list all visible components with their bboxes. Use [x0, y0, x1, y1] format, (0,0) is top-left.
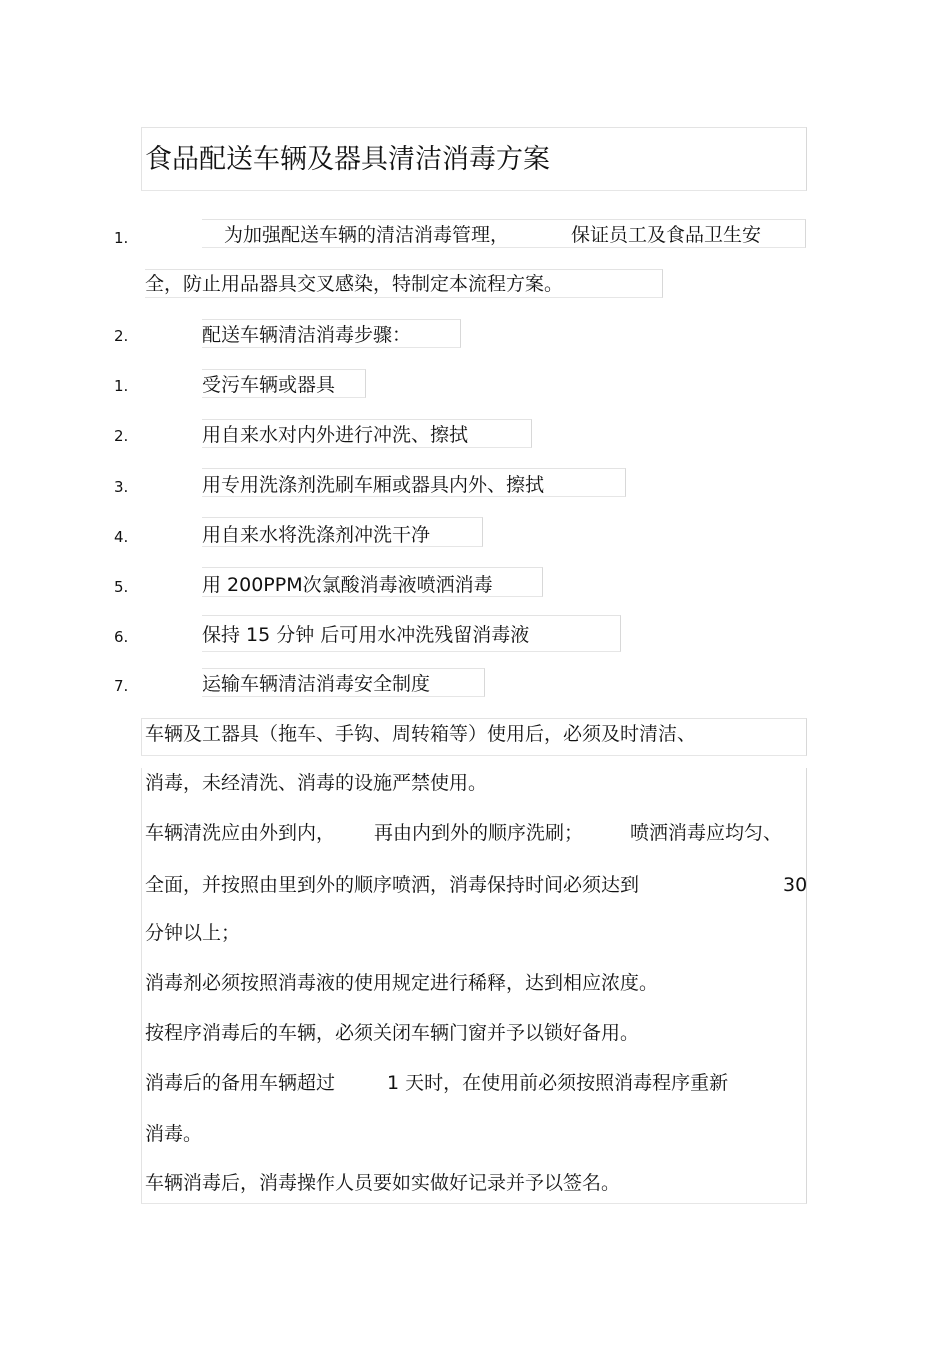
rule-text: 车辆及工器具（拖车、手钩、周转箱等）使用后，必须及时清洁、 — [145, 723, 697, 745]
rule-text: 按程序消毒后的车辆，必须关闭车辆门窗并予以锁好备用。 — [145, 1022, 640, 1044]
rule-text: 分钟以上； — [145, 922, 241, 944]
step-number: 6. — [114, 628, 129, 646]
section-number: 2. — [114, 327, 129, 345]
step-number: 1. — [114, 377, 129, 395]
step-text: 用 200PPM次氯酸消毒液喷洒消毒 — [202, 574, 493, 596]
step-number: 5. — [114, 578, 129, 596]
rule-text: 消毒，未经清洗、消毒的设施严禁使用。 — [145, 772, 488, 794]
step-text: 用专用洗涤剂洗刷车厢或器具内外、擦拭 — [202, 474, 545, 496]
section1-text-part2: 保证员工及食品卫生安 — [571, 224, 762, 246]
rule-text: 1 天时，在使用前必须按照消毒程序重新 — [387, 1072, 729, 1094]
step-number: 3. — [114, 478, 129, 496]
step-text: 用自来水对内外进行冲洗、擦拭 — [202, 424, 469, 446]
step-text: 运输车辆清洁消毒安全制度 — [202, 673, 431, 695]
step-text: 保持 15 分钟 后可用水冲洗残留消毒液 — [202, 624, 530, 646]
step-number: 2. — [114, 427, 129, 445]
step-number: 7. — [114, 677, 129, 695]
rule-text: 再由内到外的顺序洗刷； — [374, 822, 584, 844]
step-text: 用自来水将洗涤剂冲洗干净 — [202, 524, 431, 546]
rule-text: 消毒剂必须按照消毒液的使用规定进行稀释，达到相应浓度。 — [145, 972, 659, 994]
step-number: 4. — [114, 528, 129, 546]
section1-text-line2: 全，防止用品器具交叉感染，特制定本流程方案。 — [145, 273, 564, 295]
rule-text: 车辆清洗应由外到内， — [145, 822, 336, 844]
section1-text-part1: 为加强配送车辆的清洁消毒管理， — [224, 224, 510, 246]
rule-text: 车辆消毒后，消毒操作人员要如实做好记录并予以签名。 — [145, 1172, 621, 1194]
rule-text: 喷洒消毒应均匀、 — [630, 822, 783, 844]
rule-text: 消毒。 — [145, 1123, 203, 1145]
rule-text: 全面，并按照由里到外的顺序喷洒，消毒保持时间必须达到 — [145, 874, 640, 896]
step-text: 受污车辆或器具 — [202, 374, 336, 396]
section-number: 1. — [114, 229, 129, 247]
rule-number: 30 — [783, 874, 808, 896]
section2-heading: 配送车辆清洁消毒步骤： — [202, 324, 412, 346]
document-title: 食品配送车辆及器具清洁消毒方案 — [145, 144, 550, 175]
rule-text: 消毒后的备用车辆超过 — [145, 1072, 336, 1094]
